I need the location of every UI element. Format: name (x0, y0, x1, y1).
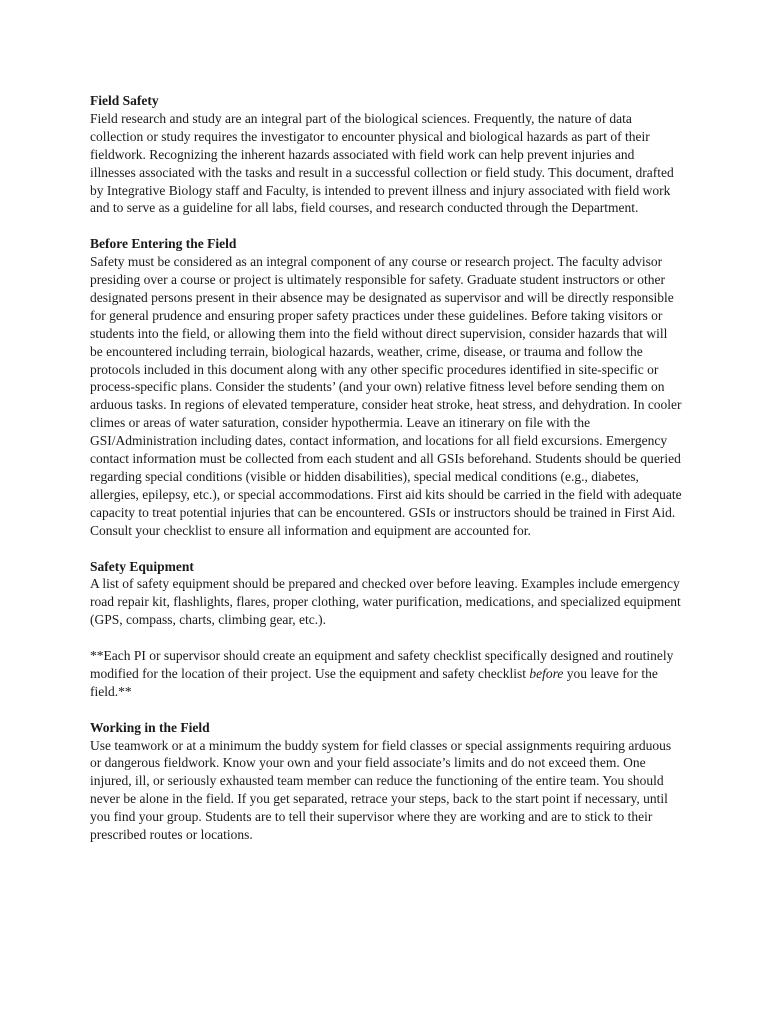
section-safety-equipment (90, 558, 682, 630)
section-heading: Before Entering the Field (90, 236, 237, 252)
section-working-in-field (90, 719, 682, 844)
checklist-note (90, 647, 682, 701)
section-heading: Safety Equipment (90, 558, 194, 574)
section-field-safety (90, 92, 682, 217)
section-paragraph: A list of safety equipment should be prepared and checked over before leaving. Examples include emergency road repair kit, flashlights, flares, proper clothing, water purification, medications, and specialized equipment (GPS, compass, charts, climbing gear, etc.). (90, 576, 681, 628)
section-paragraph: Field research and study are an integral part of the biological sciences. Frequently, the nature of data collection or study requires the investigator to encounter physical and biological hazards as part of their fieldwork. Recognizing the inherent hazards associated with field work can help prevent injuries and illnesses associated with the tasks and result in a successful collection or field study. This document, drafted by Integrative Biology staff and Faculty, is intended to prevent illness and injury associated with field work and to serve as a guideline for all labs, field courses, and research conducted through the Department. (90, 110, 674, 216)
note-emphasis: before (529, 665, 564, 681)
section-paragraph: Use teamwork or at a minimum the buddy system for field classes or special assignments requiring arduous or dangerous fieldwork. Know your own and your field associate’s limits and do not exceed them. One injured, ill, or seriously exhausted team member can reduce the functioning of the entire team. You should never be alone in the field. If you get separated, retrace your steps, back to the start point if necessary, until you find your group. Students are to tell their supervisor where they are working and are to stick to their prescribed routes or locations. (90, 737, 672, 843)
section-paragraph: Safety must be considered as an integral component of any course or research project. The faculty advisor presiding over a course or project is ultimately responsible for safety. Graduate student instructors or other designated persons present in their absence may be designated as supervisor and will be directly responsible for general prudence and ensuring proper safety practices under these guidelines. Before taking visitors or students into the field, or allowing them into the field without direct supervision, consider hazards that will be encountered including terrain, biological hazards, weather, crime, disease, or trauma and follow the protocols included in this document along with any other specific procedures identified in site-specific or process-specific plans. Consider the students’ (and your own) relative fitness level before sending them on arduous tasks. In regions of elevated temperature, consider heat stroke, heat stress, and dehydration. In cooler climes or areas of water saturation, consider hypothermia. Leave an itinerary on file with the GSI/Administration including dates, contact information, and locations for all field excursions. Emergency contact information must be collected from each student and all GSIs beforehand. Students should be queried regarding special conditions (visible or hidden disabilities), special medical conditions (e.g., diabetes, allergies, epilepsy, etc.), or special accommodations. First aid kits should be carried in the field with adequate capacity to treat potential injuries that can be encountered. GSIs or instructors should be trained in First Aid. Consult your checklist to ensure all information and equipment are accounted for. (90, 254, 682, 538)
document-page (90, 92, 682, 862)
section-heading: Working in the Field (90, 719, 210, 735)
section-before-entering-field (90, 235, 682, 539)
note-text-before: **Each PI or supervisor should create an equipment and safety checklist specifically designed and routinely modified for the location of their project. Use the equipment and safety checklist (90, 648, 674, 681)
section-heading: Field Safety (90, 93, 159, 108)
note-text-after: you leave for the field.** (90, 665, 658, 699)
